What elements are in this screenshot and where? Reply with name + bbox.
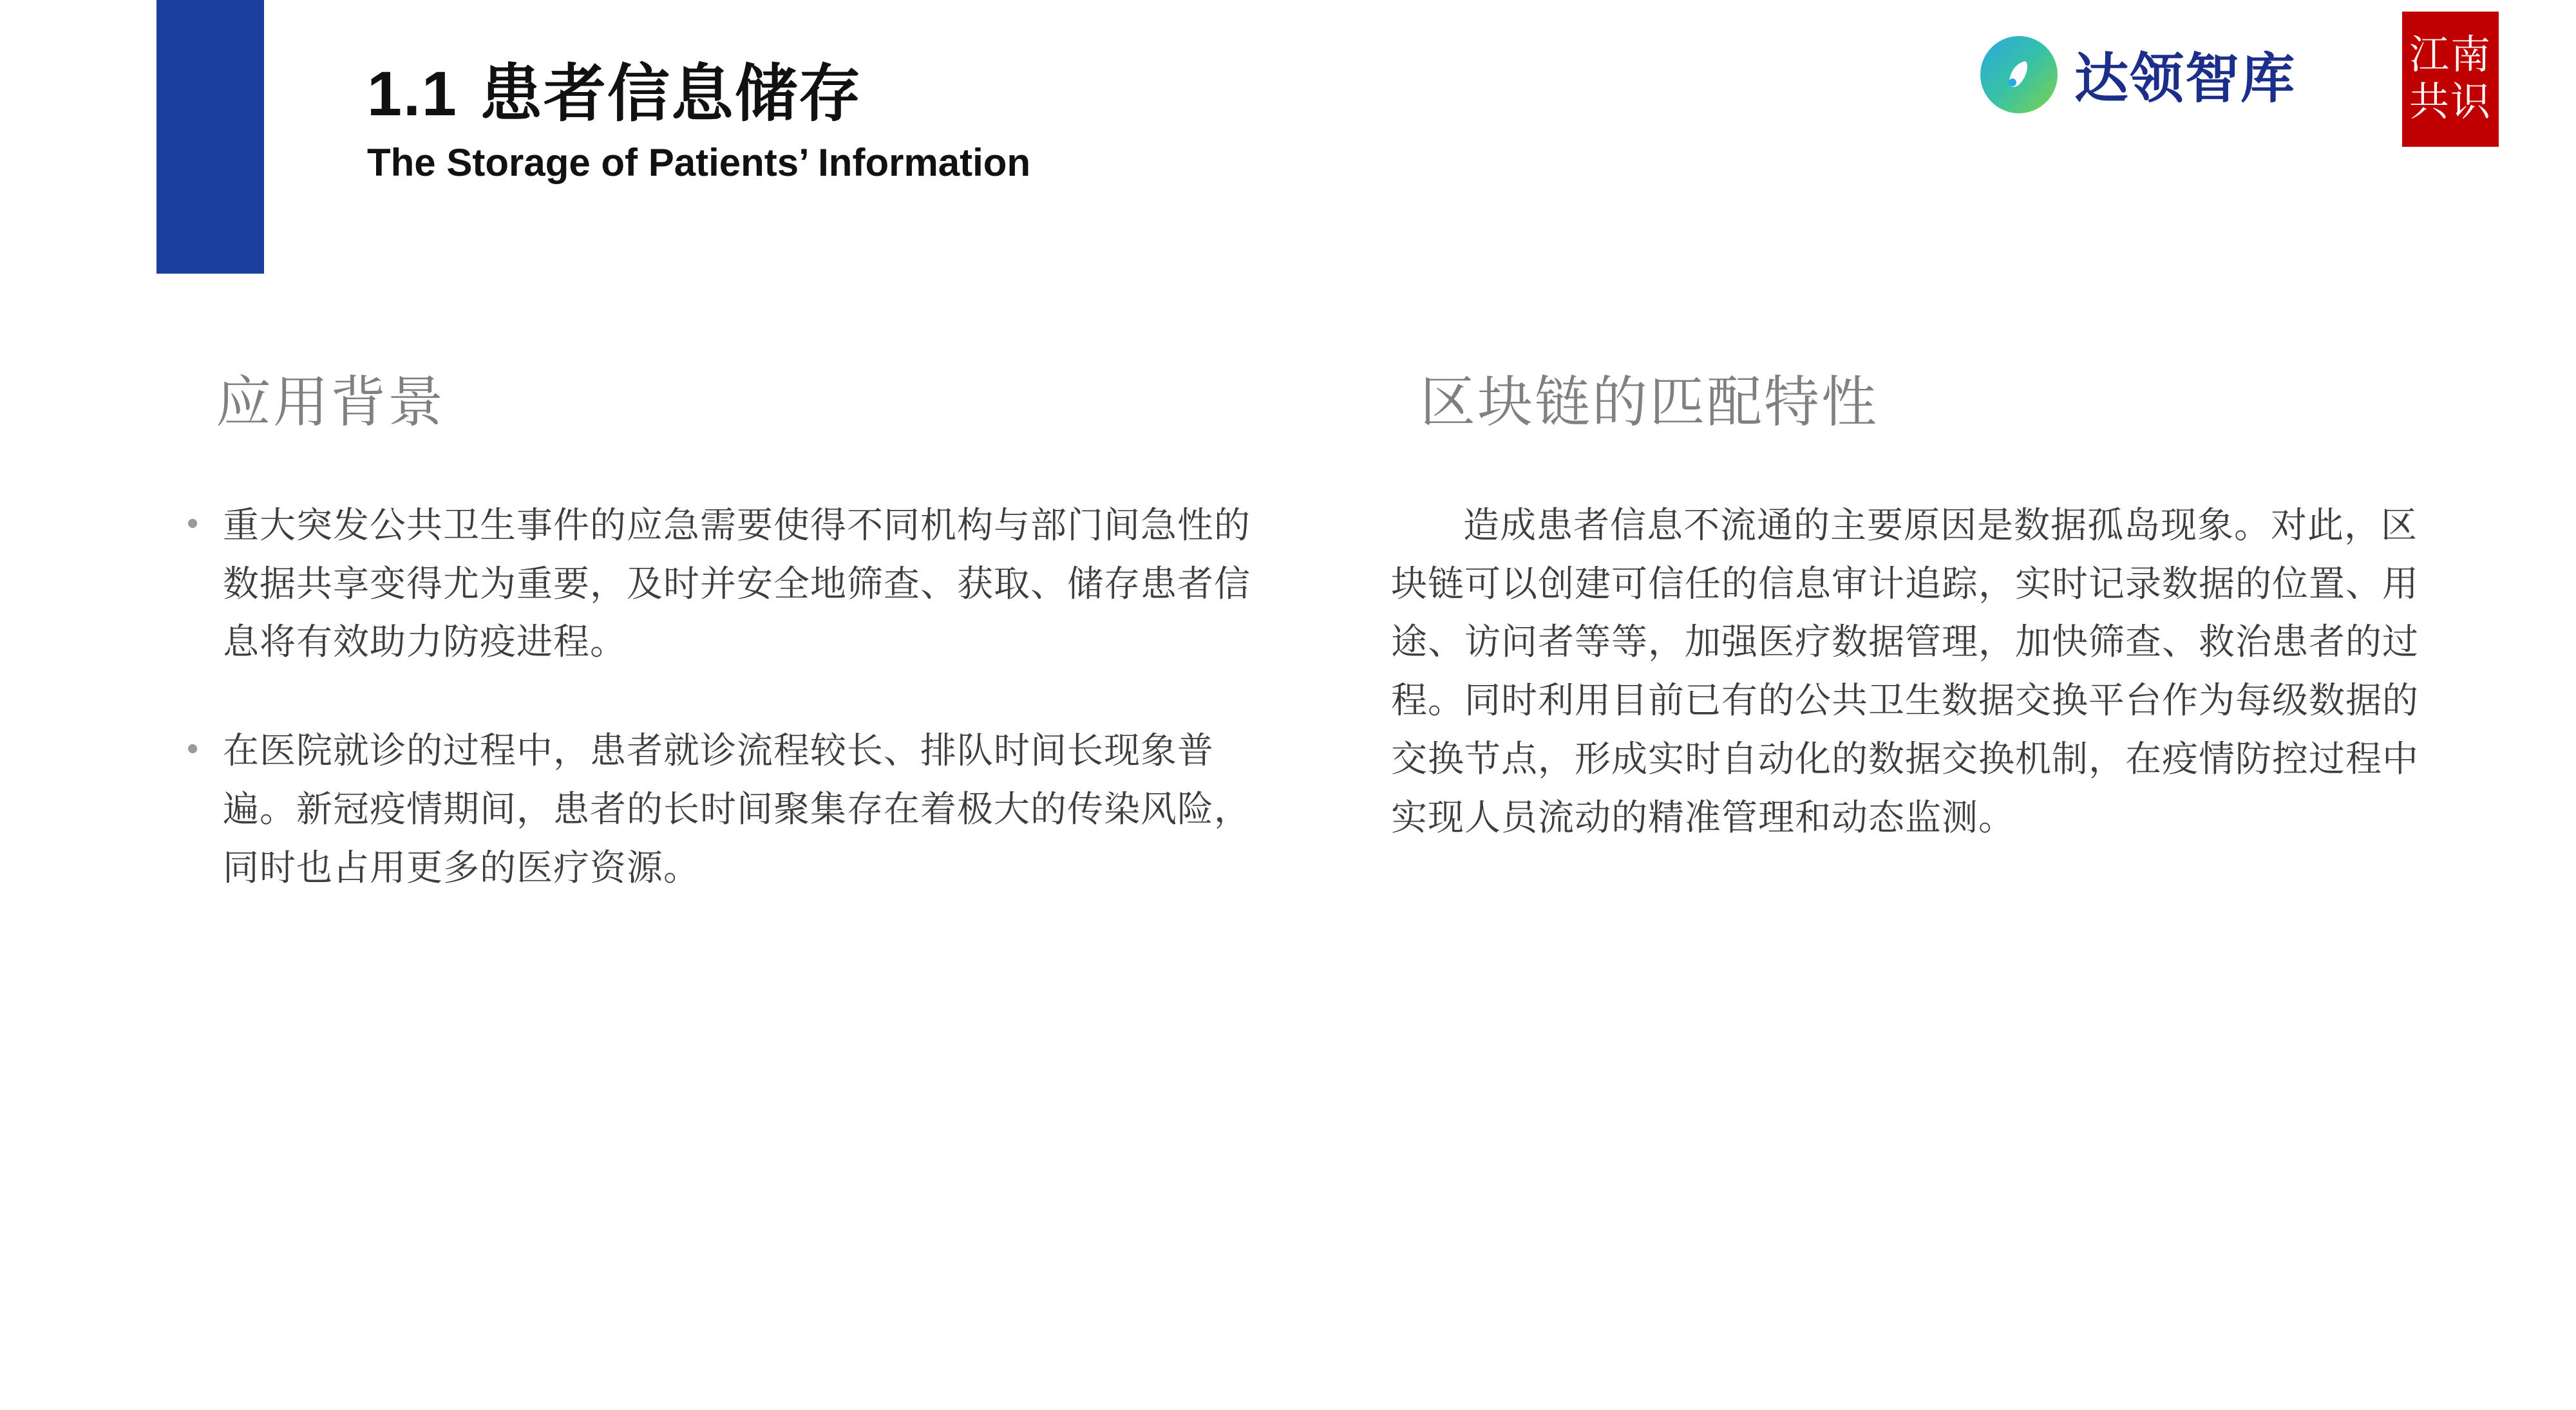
brand-logo: [1980, 35, 2296, 113]
bullet-icon: •: [187, 505, 199, 542]
header-accent-bar: [156, 0, 264, 274]
bullet-icon: •: [187, 730, 199, 768]
page-title-text: 患者信息储存: [479, 59, 862, 129]
circular-gradient-mark-icon: [1980, 36, 2058, 113]
right-column-paragraph: 造成患者信息不流通的主要原因是数据孤岛现象。对此，区块链可以创建可信任的信息审计追踪，实时记录数据的位置、用途、访问者等等，加强医疗数据管理，加快筛查、救治患者的过程。同时利用目前已有的公共卫生数据交换平台作为每级数据的交换节点，形成实时自动化的数据交换机制，在疫情防控过程中实现人员流动的精准管理和动态监测。: [1391, 505, 2419, 838]
page-title-number: 1.1: [367, 59, 458, 129]
left-column: [187, 357, 1256, 947]
left-column-heading: 应用背景: [216, 371, 445, 433]
brand-logo-text: 达领智库: [2074, 48, 2297, 109]
page-title-block: [367, 58, 1784, 185]
status-badge: [2402, 12, 2499, 147]
page-title: [367, 58, 1784, 130]
right-column-heading: 区块链的匹配特性: [1420, 371, 1879, 433]
stamp-line-1: 江南: [2409, 33, 2492, 77]
right-column: [1391, 357, 2447, 847]
left-column-bullet-list: [187, 496, 1256, 897]
list-item: [187, 722, 1256, 897]
list-item: [187, 496, 1256, 672]
list-item-text: 在医院就诊的过程中，患者就诊流程较长、排队时间长现象普遍。新冠疫情期间，患者的长时间聚集存在着极大的传染风险，同时也占用更多的医疗资源。: [223, 730, 1251, 888]
list-item-text: 重大突发公共卫生事件的应急需要使得不同机构与部门间急性的数据共享变得尤为重要，及时并安全地筛查、获取、储存患者信息将有效助力防疫进程。: [223, 505, 1251, 663]
stamp-line-2: 共识: [2409, 80, 2492, 124]
page-subtitle: The Storage of Patients’ Information: [367, 140, 1031, 184]
